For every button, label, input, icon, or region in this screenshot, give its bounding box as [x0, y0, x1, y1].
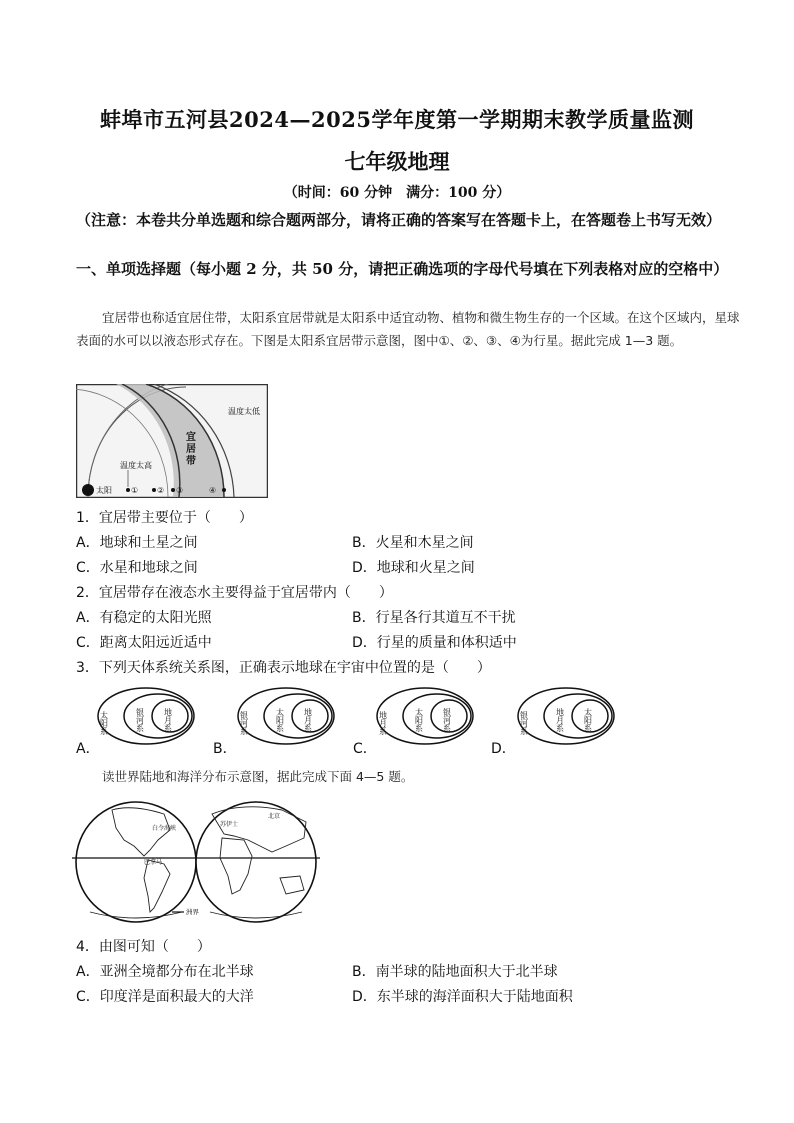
exam-title: 蚌埠市五河县2024—2025学年度第一学期期末教学质量监测: [100, 107, 694, 132]
sun-label: 太阳: [96, 486, 112, 495]
label-beijing: 北京: [268, 813, 281, 820]
q3c-mid-label: 太阳系: [414, 708, 424, 732]
q2-option-b[interactable]: B．行星各行其道互不干扰: [352, 610, 516, 626]
map-intro: 读世界陆地和海洋分布示意图，据此完成下面 4—5 题。: [102, 769, 414, 784]
planet-1-label: ①: [131, 486, 139, 495]
section-intro: 宜居带也称适宜居住带，太阳系宜居带就是太阳系中适宜动物、植物和微生物生存的一个区域。在这个区域内，星球表面的水可以以液态形式存在。下图是太阳系宜居带示意图，图中①、②、③、④为行星。据此完成 1—3 题。: [76, 310, 740, 348]
q2-option-c[interactable]: C．距离太阳远近适中: [76, 635, 212, 651]
western-hemisphere: [76, 802, 196, 922]
exam-subtitle: 七年级地理: [344, 149, 450, 174]
q1-stem: 1．宜居带主要位于（ ）: [76, 510, 253, 526]
q3c-outer-label: 地月系: [378, 711, 388, 735]
too-cold-label: 温度太低: [228, 407, 260, 416]
exam-notice: （注意：本卷共分单选题和综合题两部分，请将正确的答案写在答题卡上，在答题卷上书写无效）: [76, 211, 722, 229]
eastern-hemisphere: [196, 802, 316, 922]
q3d-inner-label: 太阳系: [583, 708, 593, 732]
q3-diagram-c: [375, 686, 475, 746]
world-hemispheres-map: [72, 800, 320, 924]
q3-option-b[interactable]: B．: [213, 741, 237, 757]
habitable-zone-diagram: [76, 384, 268, 498]
q3b-outer-label: 银河系: [239, 711, 249, 735]
q2-stem: 2．宜居带存在液态水主要得益于宜居带内（ ）: [76, 585, 393, 601]
q4-option-c[interactable]: C．印度洋是面积最大的大洋: [76, 989, 254, 1005]
label-canal: 巴拿马: [144, 859, 163, 866]
q1-option-d[interactable]: D．地球和火星之间: [352, 560, 475, 576]
q2-option-a[interactable]: A．有稳定的太阳光照: [76, 610, 212, 626]
q3d-outer-label: 银河系: [519, 711, 529, 735]
q3-option-d[interactable]: D．: [491, 741, 516, 757]
planet-2-label: ②: [157, 486, 165, 495]
q4-option-b[interactable]: B．南半球的陆地面积大于北半球: [352, 964, 558, 980]
sun-dot: [82, 484, 94, 496]
q3b-inner-label: 地月系: [303, 708, 313, 732]
q3a-mid-label: 银河系: [135, 708, 145, 732]
planet-4-label: ④: [209, 486, 217, 495]
q1-option-c[interactable]: C．水星和地球之间: [76, 560, 198, 576]
q3-diagram-b: [236, 686, 336, 746]
q3-option-a[interactable]: A．: [76, 741, 100, 757]
q3a-outer-label: 太阳系: [99, 711, 109, 735]
q2-option-d[interactable]: D．行星的质量和体积适中: [352, 635, 517, 651]
zone-char-1: 宜: [186, 432, 196, 443]
q3d-mid-label: 地月系: [555, 708, 565, 732]
q1-option-b[interactable]: B．火星和木星之间: [352, 535, 474, 551]
q4-stem: 4．由图可知（ ）: [76, 939, 211, 955]
q4-option-a[interactable]: A．亚洲全境都分布在北半球: [76, 964, 254, 980]
q3c-inner-label: 银河系: [442, 708, 452, 732]
label-boundary: 洲界: [186, 908, 199, 916]
label-suez: 苏伊士: [220, 821, 239, 828]
q3-diagram-d: [516, 686, 616, 746]
q4-option-d[interactable]: D．东半球的海洋面积大于陆地面积: [352, 989, 573, 1005]
q3a-inner-label: 地月系: [163, 708, 173, 732]
planet-3-label: ③: [176, 486, 184, 495]
q3-stem: 3．下列天体系统关系图，正确表示地球在宇宙中位置的是（ ）: [76, 660, 491, 676]
q3b-mid-label: 太阳系: [275, 708, 285, 732]
label-strait: 白令海峡: [152, 825, 177, 832]
q1-option-a[interactable]: A．地球和土星之间: [76, 535, 198, 551]
too-hot-label: 温度太高: [120, 461, 152, 470]
q3-option-c[interactable]: C．: [353, 741, 377, 757]
exam-time-info: （时间：60 分钟 满分：100 分）: [283, 185, 511, 201]
zone-char-2: 居: [186, 444, 196, 455]
section-heading: 一、单项选择题（每小题 2 分，共 50 分，请把正确选项的字母代号填在下列表格对应的空格中）: [76, 260, 729, 278]
zone-char-3: 带: [186, 456, 196, 467]
q3-diagram-a: [96, 686, 196, 746]
